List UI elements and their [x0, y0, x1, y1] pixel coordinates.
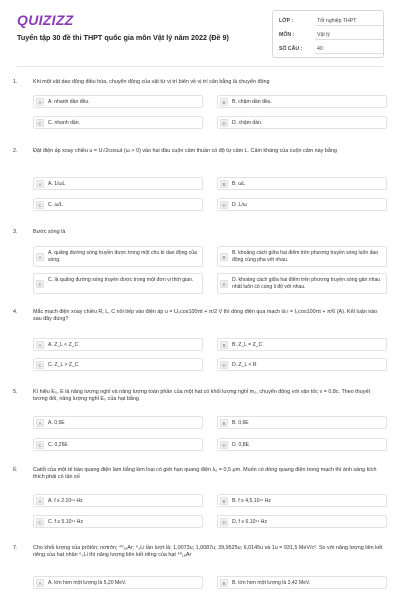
option-text: A. f ≥ 2.10¹⁴ Hz: [48, 498, 83, 504]
option-text: C. Z_L > Z_C: [48, 362, 79, 368]
option-text: A. Z_L < Z_C: [48, 342, 79, 348]
option-b[interactable]: [217, 494, 387, 507]
option-text: A. quãng đường sóng truyền được trong một chu kì dao động của sóng.: [48, 250, 197, 263]
option-b[interactable]: [217, 95, 387, 108]
option-text: B. chậm dần đều.: [232, 99, 272, 105]
option-text: D. khoảng cách giữa hai điểm trên phương truyền sóng gần nhau nhất luôn có cùng li độ với nhau.: [232, 277, 381, 290]
option-letter: A: [36, 253, 44, 261]
question-number: 7.: [13, 545, 18, 551]
option-a[interactable]: [33, 494, 203, 507]
option-c[interactable]: [33, 515, 203, 528]
meta-label: MÔN :: [279, 32, 295, 38]
question-number: 2.: [13, 148, 18, 154]
question-number: 5.: [13, 389, 18, 395]
option-letter: D: [220, 361, 228, 369]
option-letter: C: [36, 518, 44, 526]
option-text: C. ω/L: [48, 202, 63, 208]
option-letter: B: [220, 341, 228, 349]
option-letter: B: [220, 253, 228, 261]
option-letter: C: [36, 441, 44, 449]
option-letter: C: [36, 119, 44, 127]
option-c[interactable]: [33, 198, 203, 211]
meta-underline: [315, 25, 383, 26]
question-text: Khi một vật dao động điều hòa, chuyển động của vật từ vị trí biên về vị trí cân bằng là chuyển động: [33, 79, 270, 85]
meta-value: 40: [317, 46, 323, 52]
option-text: C. 0,25E: [48, 442, 68, 448]
option-d[interactable]: [217, 116, 387, 129]
option-d[interactable]: [217, 198, 387, 211]
option-b[interactable]: [217, 338, 387, 351]
option-letter: B: [220, 419, 228, 427]
meta-underline: [315, 39, 383, 40]
option-a[interactable]: [33, 576, 203, 589]
option-text: D. chậm dần.: [232, 120, 263, 126]
option-b[interactable]: [217, 416, 387, 429]
option-text: B. ωL: [232, 181, 246, 187]
page-title: Tuyển tập 30 đề thi THPT quốc gia môn Vật lý năm 2022 (Đề 9): [17, 33, 229, 42]
option-c[interactable]: [33, 116, 203, 129]
option-letter: C: [36, 201, 44, 209]
worksheet-header: [0, 0, 400, 66]
option-letter: D: [220, 518, 228, 526]
option-letter: C: [36, 280, 44, 288]
option-text: B. Z_L = Z_C: [232, 342, 263, 348]
option-text: A. 1/ωL: [48, 181, 66, 187]
option-text: D. Z_L < R: [232, 362, 257, 368]
option-letter: B: [220, 579, 228, 587]
option-letter: D: [220, 201, 228, 209]
option-text: B. khoảng cách giữa hai điểm trên phương truyền sóng luôn dao động cùng pha với nhau.: [232, 250, 379, 263]
question-number: 4.: [13, 309, 18, 315]
option-text: C. nhanh dần.: [48, 120, 81, 126]
question-number: 1.: [13, 79, 18, 85]
question-text: Bước sóng là: [33, 229, 66, 235]
meta-box: [272, 10, 384, 58]
option-letter: A: [36, 341, 44, 349]
question-number: 3.: [13, 229, 18, 235]
option-letter: B: [220, 180, 228, 188]
option-text: A. lớn hơn một lượng là 5,20 MeV.: [48, 580, 127, 586]
option-letter: A: [36, 419, 44, 427]
option-text: B. lớn hơn một lượng là 3,42 MeV.: [232, 580, 311, 586]
option-c[interactable]: [33, 273, 203, 294]
option-letter: B: [220, 98, 228, 106]
question-text: Mắc mạch điện xoay chiều R, L, C nối tiếp vào điện áp u = U₀cos100πt + π/2 V thì dòng điện qua mạch là i = I₀cos100πt + π/6 (A). Kết luận nào sau đây đúng?: [33, 309, 378, 322]
question-text: Đặt điện áp xoay chiều u = U√2cosωt (ω > 0) vào hai đầu cuộn cảm thuần có độ tự cảm L. Cảm kháng của cuộn cảm này bằng: [33, 148, 337, 154]
option-d[interactable]: [217, 358, 387, 371]
question-text: Catốt của một tế bào quang điện làm bằng kim loại có giới hạn quang điện λ₀ = 0,5 μm. Muốn có dòng quang điện trong mạch thì ánh sáng kích thích phải có tần số: [33, 467, 377, 480]
meta-label: LỚP :: [279, 18, 294, 24]
quizizz-logo: QUIZIZZ: [17, 12, 74, 28]
option-text: A. 0,5E: [48, 420, 65, 426]
option-c[interactable]: [33, 438, 203, 451]
option-letter: C: [36, 361, 44, 369]
option-text: D. L/ω: [232, 202, 247, 208]
option-letter: A: [36, 180, 44, 188]
option-letter: D: [220, 280, 228, 288]
option-b[interactable]: [217, 177, 387, 190]
option-letter: D: [220, 119, 228, 127]
option-text: D. f ≥ 6.10¹⁴ Hz: [232, 519, 267, 525]
header-divider: [17, 66, 383, 67]
option-text: A. nhanh dần đều.: [48, 99, 90, 105]
option-text: B. f ≥ 4,5.10¹⁴ Hz: [232, 498, 271, 504]
option-d[interactable]: [217, 515, 387, 528]
option-d[interactable]: [217, 438, 387, 451]
question-number: 6.: [13, 467, 18, 473]
option-letter: A: [36, 579, 44, 587]
meta-value: Vật lý: [317, 32, 330, 38]
option-a[interactable]: [33, 338, 203, 351]
option-letter: A: [36, 497, 44, 505]
option-letter: D: [220, 441, 228, 449]
option-d[interactable]: [217, 273, 387, 294]
option-text: C. là quãng đường sóng truyền được trong một đơn vị thời gian.: [48, 277, 194, 283]
option-c[interactable]: [33, 358, 203, 371]
option-a[interactable]: [33, 177, 203, 190]
meta-label: SỐ CÂU :: [279, 46, 303, 52]
option-text: D. 0,8E: [232, 442, 249, 448]
meta-underline: [315, 53, 383, 54]
option-a[interactable]: [33, 246, 203, 267]
meta-value: Tốt nghiệp THPT: [317, 18, 357, 24]
option-b[interactable]: [217, 576, 387, 589]
option-b[interactable]: [217, 246, 387, 267]
option-a[interactable]: [33, 416, 203, 429]
option-a[interactable]: [33, 95, 203, 108]
option-letter: A: [36, 98, 44, 106]
option-text: B. 0,6E: [232, 420, 249, 426]
question-text: Kí hiệu E₀, E là năng lượng nghỉ và năng lượng toàn phần của một hạt có khối lượng nghỉ m₀, chuyển động với vận tốc v = 0,8c. Theo thuyết tương đối, năng lượng nghỉ E₀ của hạt bằng: [33, 389, 370, 402]
question-text: Cho khối lượng của prôtôn; nơtrôn; ⁴⁰₁₈Ar; ⁶₃Li lần lượt là: 1,0073u; 1,0087u; 39,9525u; 6,0145u và 1u = 931,5 MeV/c². So với năng lượng liên kết riêng của hạt nhân ⁶₃Li thì năng lượng liên kết riêng của hạt ⁴⁰₁₈Ar: [33, 545, 383, 558]
option-text: C. f ≥ 5.10¹⁴ Hz: [48, 519, 83, 525]
option-letter: B: [220, 497, 228, 505]
